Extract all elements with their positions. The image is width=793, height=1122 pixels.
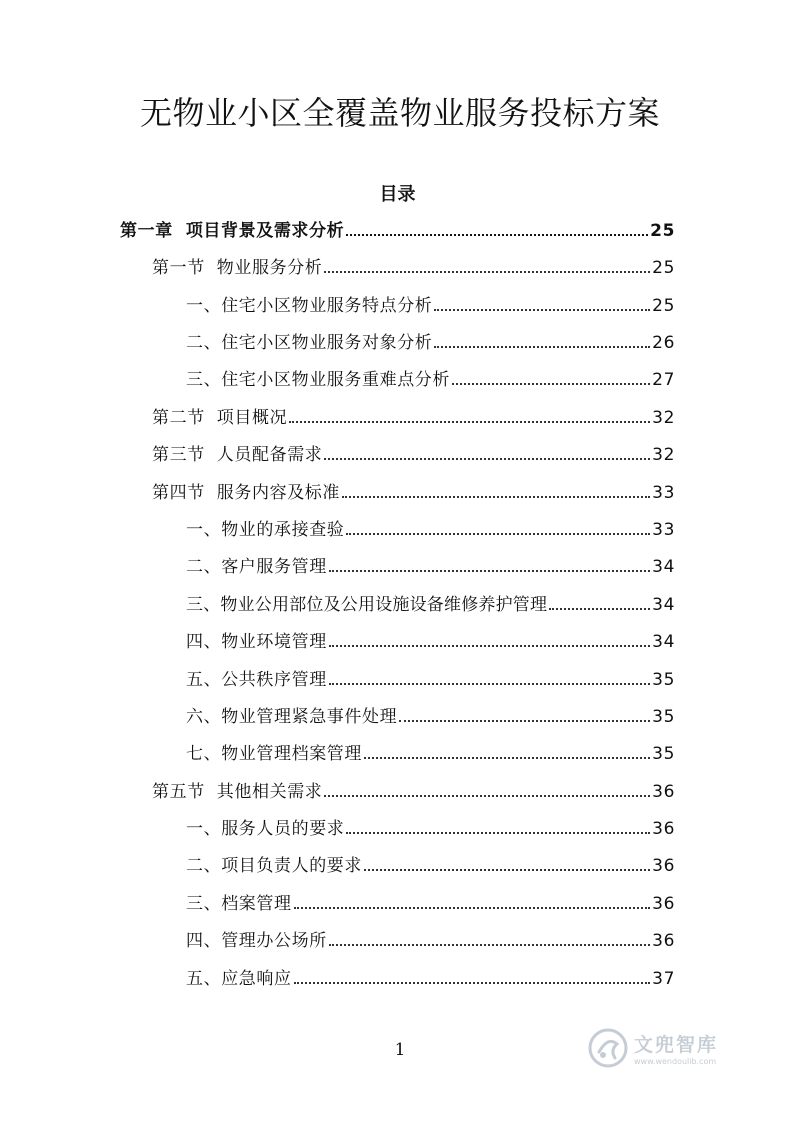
toc-entry-label: 第五节 其他相关需求 — [152, 782, 323, 802]
toc-entry[interactable] — [186, 293, 675, 317]
toc-entry-page: 27 — [652, 370, 675, 390]
toc-leader-dots — [329, 645, 650, 647]
toc-entry[interactable] — [186, 704, 675, 728]
toc-leader-dots — [346, 533, 650, 535]
toc-entry-page: 26 — [652, 333, 675, 353]
toc-leader-dots — [346, 234, 648, 236]
toc-entry-label: 五、应急响应 — [186, 969, 292, 989]
toc-entry-label: 第一章 项目背景及需求分析 — [120, 221, 345, 241]
toc-entry-label: 四、物业环境管理 — [186, 632, 327, 652]
toc-leader-dots — [289, 421, 650, 423]
toc-entry[interactable] — [186, 592, 675, 616]
toc-entry-page: 36 — [652, 856, 675, 876]
toc-entry-label: 七、物业管理档案管理 — [186, 744, 362, 764]
toc-leader-dots — [329, 570, 650, 572]
toc-entry-label: 三、住宅小区物业服务重难点分析 — [186, 370, 450, 390]
toc-leader-dots — [324, 458, 650, 460]
toc-entry[interactable] — [186, 816, 675, 840]
toc-entry-page: 32 — [652, 408, 675, 428]
toc-entry-label: 第三节 人员配备需求 — [152, 445, 323, 465]
toc-entry[interactable] — [152, 442, 675, 466]
toc-leader-dots — [434, 346, 650, 348]
toc-leader-dots — [434, 309, 650, 311]
toc-entry[interactable] — [186, 367, 675, 391]
toc-entry[interactable] — [186, 667, 675, 691]
toc-entry-page: 25 — [650, 221, 675, 241]
toc-leader-dots — [329, 683, 650, 685]
watermark-logo-icon — [588, 1028, 628, 1068]
toc-entry-label: 三、物业公用部位及公用设施设备维修养护管理 — [186, 595, 548, 615]
toc-entry-label: 一、住宅小区物业服务特点分析 — [186, 296, 433, 316]
toc-entry-label: 一、物业的承接查验 — [186, 520, 345, 540]
watermark-name: 文兜智库 — [634, 1034, 719, 1056]
toc-entry[interactable] — [186, 741, 675, 765]
toc-entry-page: 25 — [652, 258, 675, 278]
toc-entry-label: 二、住宅小区物业服务对象分析 — [186, 333, 433, 353]
toc-entry-page: 35 — [652, 707, 675, 727]
toc-entry[interactable] — [120, 218, 675, 242]
toc-entry-page: 35 — [652, 744, 675, 764]
toc-leader-dots — [342, 496, 650, 498]
toc-entry[interactable] — [186, 853, 675, 877]
toc-entry-page: 34 — [652, 595, 675, 615]
toc-leader-dots — [324, 271, 650, 273]
toc-entry[interactable] — [186, 891, 675, 915]
toc-entry-page: 36 — [652, 782, 675, 802]
toc-entry-page: 36 — [652, 931, 675, 951]
toc-entry-page: 36 — [652, 894, 675, 914]
toc-entry[interactable] — [152, 779, 675, 803]
toc-leader-dots — [329, 944, 650, 946]
toc-entry[interactable] — [186, 330, 675, 354]
toc-entry-label: 一、服务人员的要求 — [186, 819, 345, 839]
toc-entry-label: 二、项目负责人的要求 — [186, 856, 362, 876]
toc-entry-page: 34 — [652, 632, 675, 652]
toc-entry-label: 五、公共秩序管理 — [186, 670, 327, 690]
toc-heading: 目录 — [379, 184, 416, 205]
toc-entry[interactable] — [152, 255, 675, 279]
toc-leader-dots — [364, 869, 650, 871]
toc-entry[interactable] — [186, 966, 675, 990]
page-number: 1 — [394, 1040, 406, 1060]
toc-entry[interactable] — [152, 480, 675, 504]
toc-entry-label: 第一节 物业服务分析 — [152, 258, 323, 278]
toc-leader-dots — [346, 832, 650, 834]
toc-leader-dots — [364, 757, 650, 759]
toc-entry-page: 33 — [652, 520, 675, 540]
toc-entry-page: 36 — [652, 819, 675, 839]
toc-leader-dots — [324, 795, 650, 797]
toc-leader-dots — [549, 608, 650, 610]
toc-entry[interactable] — [152, 405, 675, 429]
toc-entry-label: 二、客户服务管理 — [186, 557, 327, 577]
toc-leader-dots — [294, 982, 651, 984]
toc-entry[interactable] — [186, 928, 675, 952]
watermark-url: www.wendoulib.com — [634, 1057, 717, 1066]
toc-entry-label: 第二节 项目概况 — [152, 408, 288, 428]
toc-entry-page: 37 — [652, 969, 675, 989]
toc-entry-page: 34 — [652, 557, 675, 577]
toc-leader-dots — [399, 720, 650, 722]
toc-entry-page: 33 — [652, 483, 675, 503]
toc-entry[interactable] — [186, 629, 675, 653]
toc-entry-label: 三、档案管理 — [186, 894, 292, 914]
toc-entry-page: 32 — [652, 445, 675, 465]
toc-entry-label: 第四节 服务内容及标准 — [152, 483, 341, 503]
toc-entry-page: 25 — [652, 296, 675, 316]
watermark — [588, 1018, 758, 1078]
toc-entry-label: 四、管理办公场所 — [186, 931, 327, 951]
toc-entry-page: 35 — [652, 670, 675, 690]
toc-entry[interactable] — [186, 517, 675, 541]
toc-leader-dots — [452, 383, 650, 385]
toc-leader-dots — [294, 907, 651, 909]
document-title: 无物业小区全覆盖物业服务投标方案 — [139, 94, 660, 132]
toc-entry-label: 六、物业管理紧急事件处理 — [186, 707, 398, 727]
toc-entry[interactable] — [186, 554, 675, 578]
